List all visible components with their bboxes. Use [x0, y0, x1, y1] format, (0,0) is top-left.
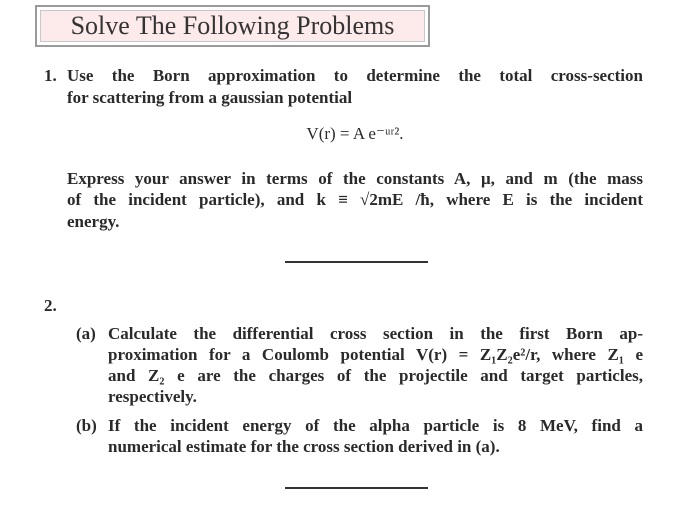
part-a-line: proximation for a Coulomb potential V(r) = Z₁Z₂e²/r, where Z₁ e [108, 345, 643, 364]
problem-2-number: 2. [44, 296, 57, 315]
part-b-line: If the incident energy of the alpha particle is 8 MeV, find a [108, 416, 643, 435]
part-a-label: (a) [76, 324, 96, 343]
problem-1-line: of the incident particle), and k ≡ √2mE /ħ, where E is the incident [67, 190, 643, 209]
part-b-label: (b) [76, 416, 97, 435]
answer-divider [285, 487, 428, 489]
problem-1-number: 1. [44, 66, 57, 85]
problem-1-line: Express your answer in terms of the constants A, μ, and m (the mass [67, 169, 643, 188]
answer-divider [285, 261, 428, 263]
part-a-line: respectively. [108, 387, 197, 406]
part-a-line: and Z₂ e are the charges of the projectile and target particles, [108, 366, 643, 385]
part-a-line: Calculate the differential cross section in the first Born ap- [108, 324, 643, 343]
title-box [35, 5, 430, 47]
problem-1-line: Use the Born approximation to determine the total cross-section [67, 66, 643, 85]
problem-1-equation: V(r) = A e⁻ᵘʳ². [306, 124, 404, 143]
part-b-line: numerical estimate for the cross section derived in (a). [108, 437, 500, 456]
problem-1-line: energy. [67, 212, 120, 231]
page-title: Solve The Following Problems [40, 10, 425, 42]
problem-1-line: for scattering from a gaussian potential [67, 88, 353, 107]
